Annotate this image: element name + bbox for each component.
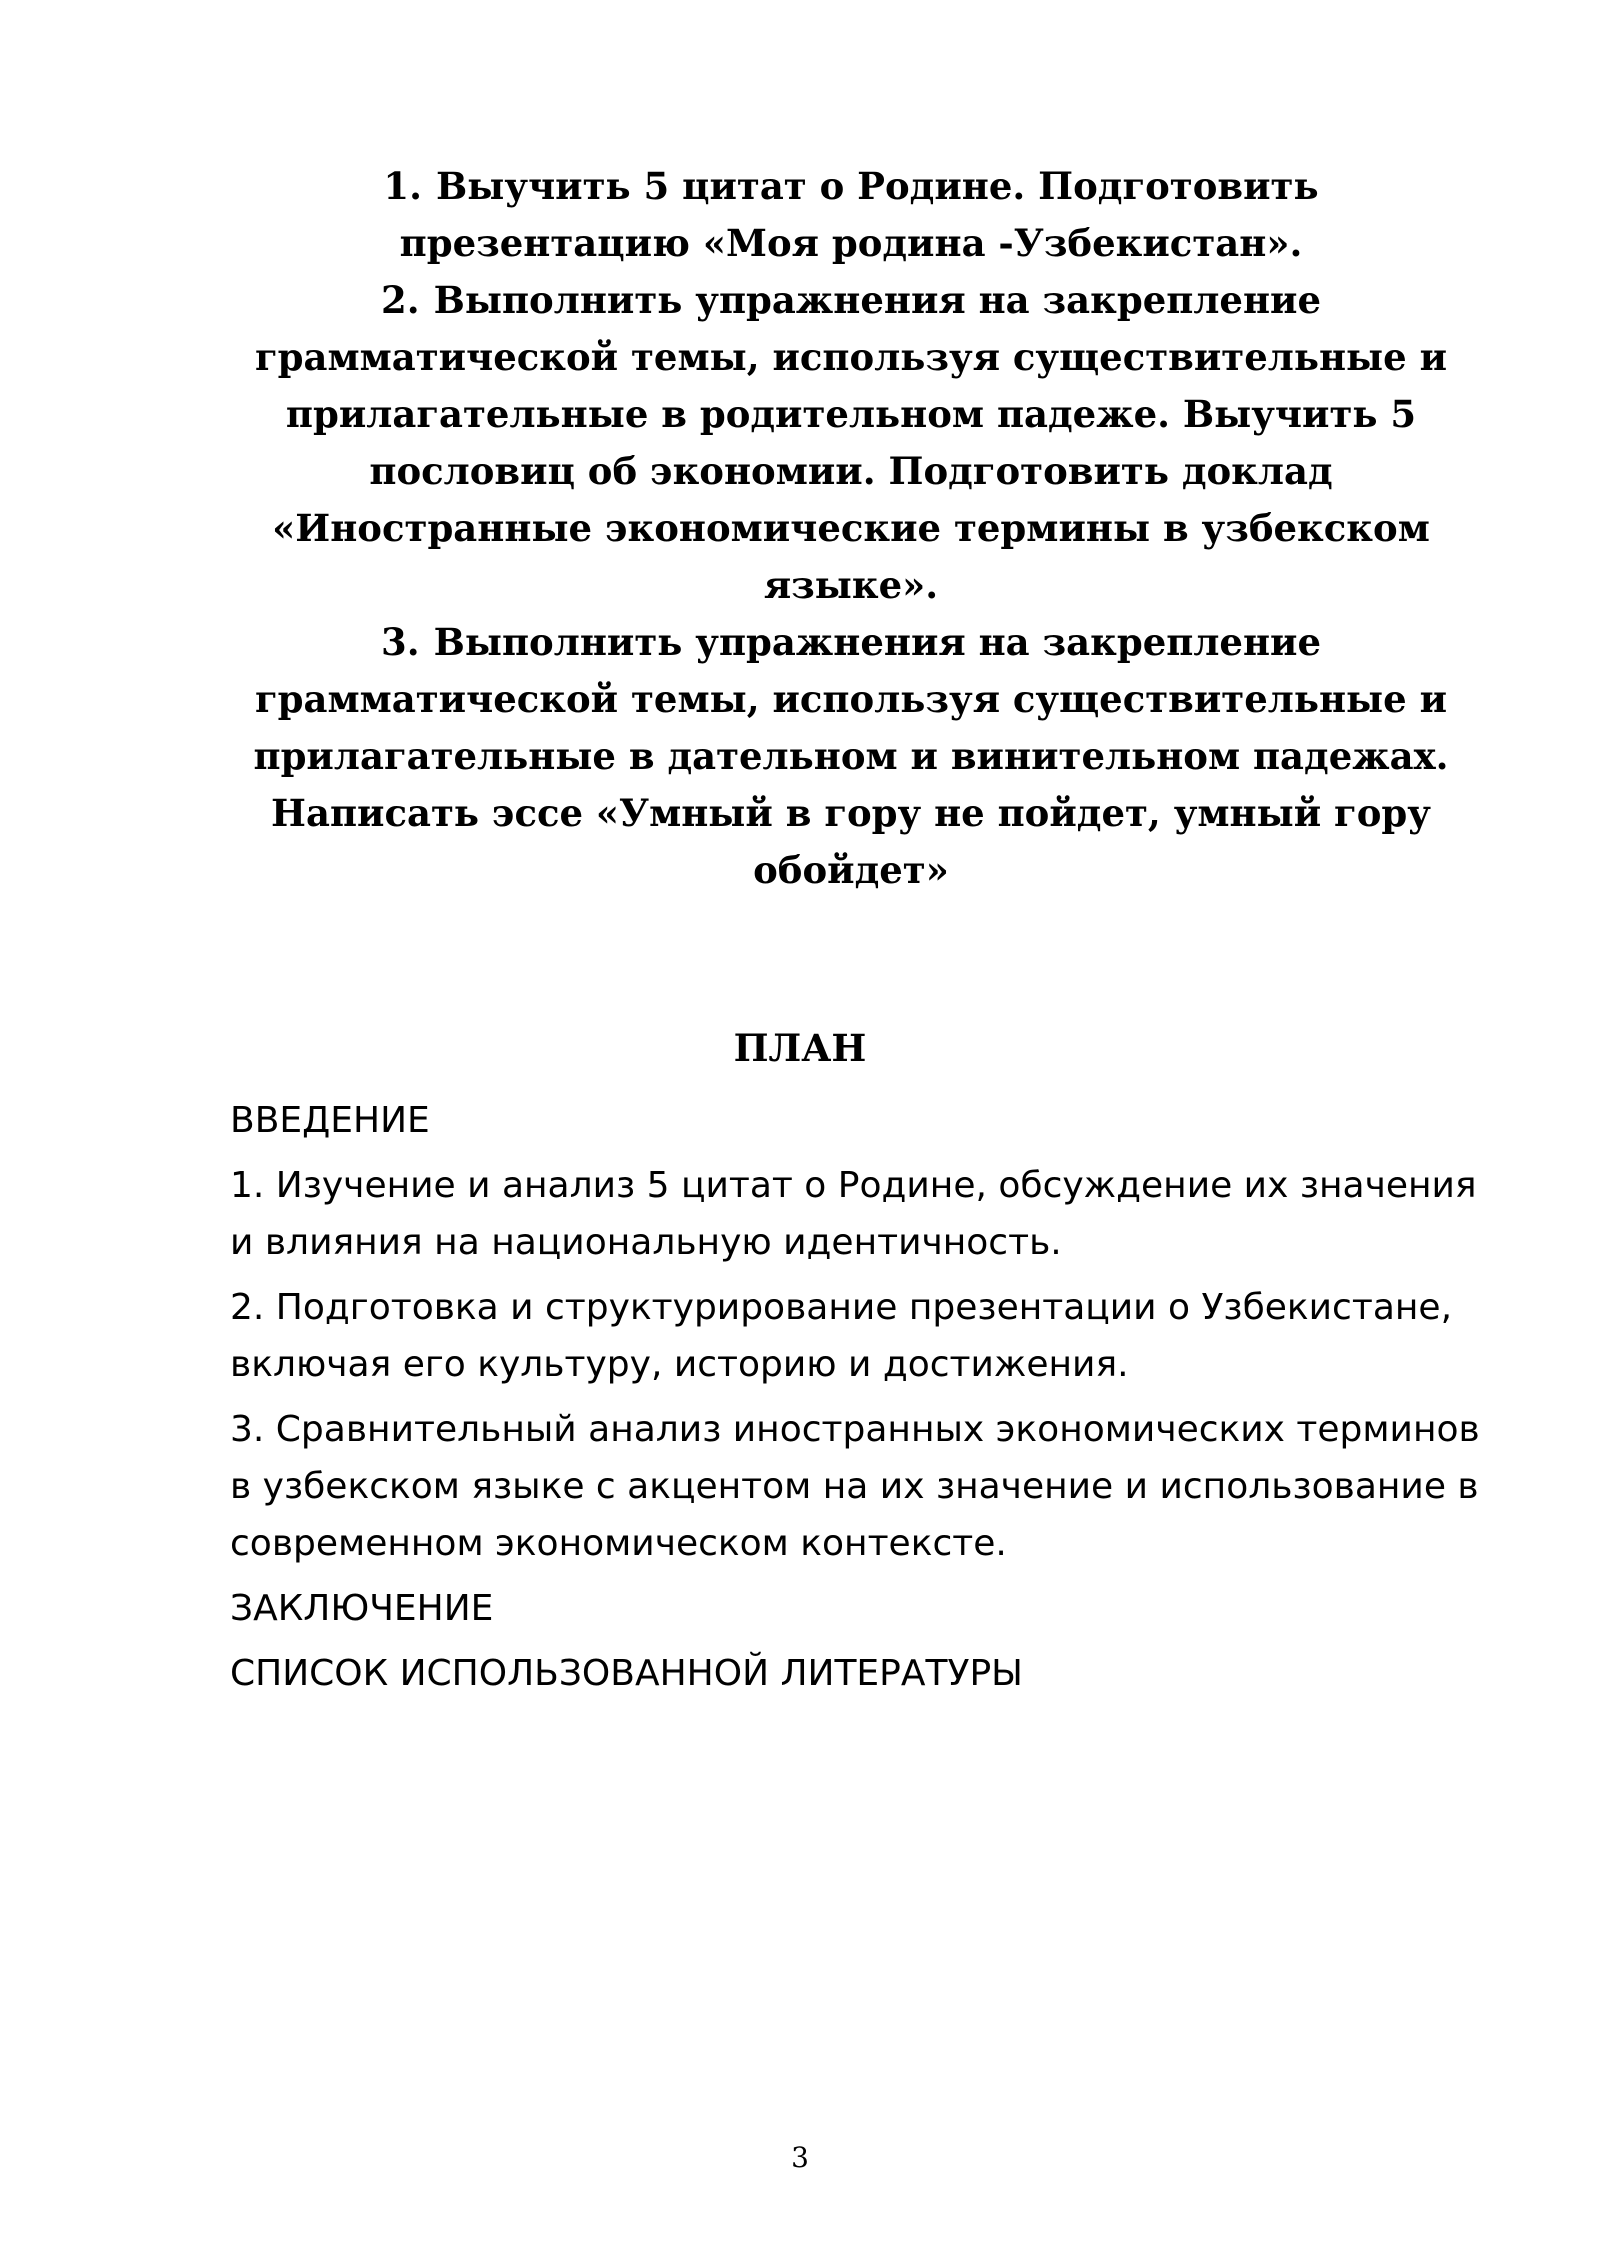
task-item-2	[232, 272, 1470, 614]
task-list	[232, 158, 1470, 899]
task-number: 1.	[383, 164, 423, 208]
task-number: 2.	[380, 278, 420, 322]
task-text: Выполнить упражнения на закрепление грамматической темы, используя существительные и прилагательные в дательном и винительном падежах. Написать эссе «Умный в гору не пойдет, умный гору обойдет»	[253, 620, 1449, 892]
plan-title: ПЛАН	[733, 1026, 867, 1070]
task-text: Выучить 5 цитат о Родине. Подготовить презентацию «Моя родина -Узбекистан».	[399, 164, 1319, 265]
task-item-3	[232, 614, 1470, 899]
task-item-1	[232, 158, 1470, 272]
plan-item-1: 1. Изучение и анализ 5 цитат о Родине, обсуждение их значения и влияния на национальную идентичность.	[230, 1165, 1477, 1263]
plan-intro: ВВЕДЕНИЕ	[230, 1100, 430, 1141]
plan-item-3: 3. Сравнительный анализ иностранных экономических терминов в узбекском языке с акцентом на их значение и использование в современном экономическом контексте.	[230, 1409, 1480, 1564]
plan-conclusion: ЗАКЛЮЧЕНИЕ	[230, 1588, 494, 1629]
task-number: 3.	[380, 620, 420, 664]
plan-outline	[230, 1092, 1490, 1710]
plan-item-2: 2. Подготовка и структурирование презентации о Узбекистане, включая его культуру, историю и достижения.	[230, 1287, 1453, 1385]
task-text: Выполнить упражнения на закрепление грамматической темы, используя существительные и прилагательные в родительном падеже. Выучить 5 пословиц об экономии. Подготовить доклад «Иностранные экономические термины в узбекском языке».	[254, 278, 1448, 607]
page-number: 3	[791, 2141, 809, 2174]
plan-references: СПИСОК ИСПОЛЬЗОВАННОЙ ЛИТЕРАТУРЫ	[230, 1653, 1023, 1694]
